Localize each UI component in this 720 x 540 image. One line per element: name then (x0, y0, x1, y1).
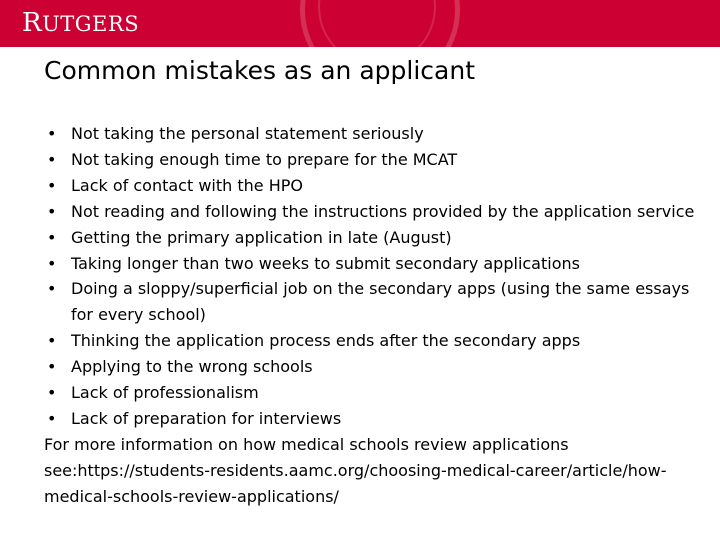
bullet-text: Doing a sloppy/superficial job on the secondary apps (using the same essays for every school) (71, 279, 690, 325)
bullet-icon: • (47, 149, 57, 169)
list-item (44, 328, 704, 354)
logo-first-letter: R (22, 8, 43, 38)
slide-content (44, 121, 704, 510)
bullet-icon: • (47, 124, 57, 143)
bullet-text: Thinking the application process ends after the secondary apps (71, 331, 581, 351)
list-item (44, 173, 704, 199)
bullet-icon: • (47, 331, 57, 351)
bullet-text: Lack of contact with the HPO (71, 175, 303, 195)
list-item (44, 276, 704, 328)
list-item (44, 199, 704, 225)
bullet-icon: • (47, 201, 57, 221)
slide-title: Common mistakes as an applicant (44, 56, 475, 85)
bullet-text: Applying to the wrong schools (71, 357, 313, 377)
bullet-icon: • (47, 279, 57, 299)
header-banner (0, 0, 720, 47)
bullet-icon: • (47, 383, 57, 403)
logo-rest-letters: UTGERS (42, 12, 140, 36)
bullet-icon: • (47, 175, 57, 195)
list-item (44, 225, 704, 251)
bullet-text: Not taking enough time to prepare for the MCAT (71, 149, 458, 169)
list-item (44, 354, 704, 380)
list-item (44, 380, 704, 406)
list-item (44, 406, 704, 432)
seal-watermark-inner (318, 0, 436, 47)
bullet-icon: • (47, 408, 57, 428)
bullet-text: Not taking the personal statement seriously (71, 124, 424, 143)
list-item (44, 251, 704, 277)
bullet-icon: • (47, 253, 57, 273)
list-item (44, 121, 704, 147)
rutgers-logo (22, 5, 139, 42)
bullet-icon: • (47, 227, 57, 247)
bullet-list (44, 121, 704, 432)
footer-note: For more information on how medical schools review applications see:https://students-residents.aamc.org/choosing-medical-career/article/how-medical-schools-review-applications/ (44, 434, 667, 506)
bullet-text: Getting the primary application in late (August) (71, 227, 452, 247)
list-item (44, 147, 704, 173)
bullet-text: Taking longer than two weeks to submit secondary applications (71, 253, 580, 273)
bullet-text: Not reading and following the instructions provided by the application service (71, 201, 695, 221)
bullet-text: Lack of preparation for interviews (71, 408, 342, 428)
bullet-text: Lack of professionalism (71, 383, 259, 403)
bullet-icon: • (47, 357, 57, 377)
